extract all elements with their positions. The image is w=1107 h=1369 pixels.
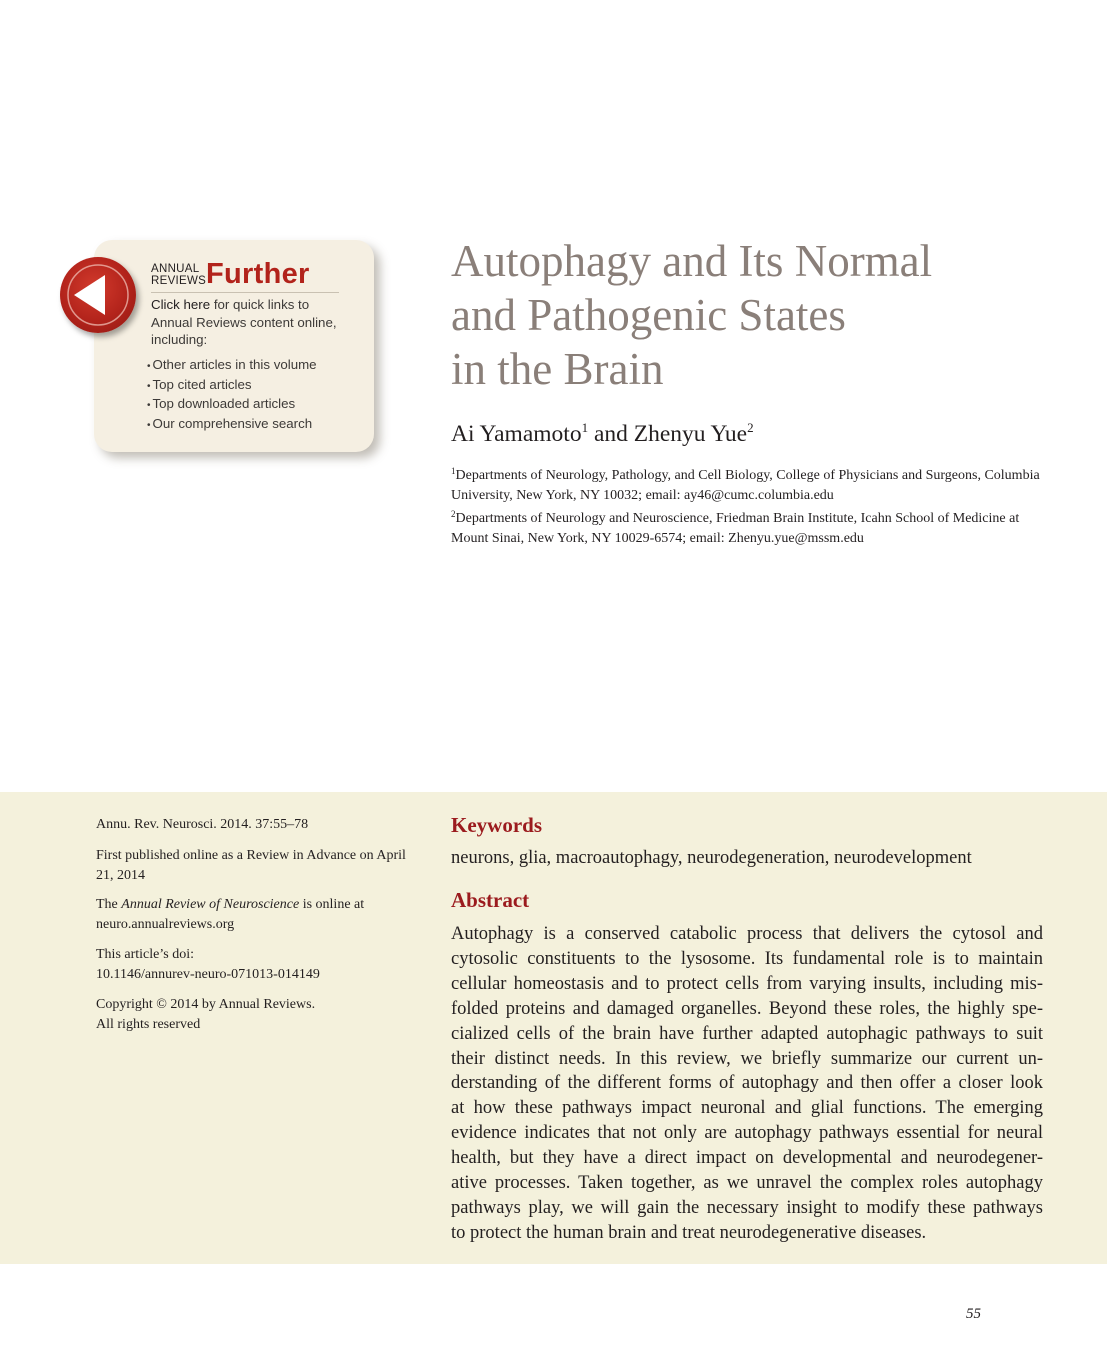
copyright-line: Copyright © 2014 by Annual Reviews. [96,997,316,1012]
author-sup: 1 [581,420,589,435]
intro-rest: for quick links to [210,297,310,312]
abstract-line: to protect the human brain and treat neurodegenerative diseases. [451,1222,927,1243]
title-line: in the Brain [451,344,664,394]
author-sup: 2 [747,420,754,435]
abstract-line: cellular homeostasis and to protect cells from varying insults, including mis- [451,973,1043,994]
abstract-line: cialized cells of the brain have further adapted autophagic pathways to suit [451,1023,1043,1044]
affiliation-text: Departments of Neurology and Neuroscience, Friedman Brain Institute, Icahn School of Medicine at Mount Sinai, New York, NY 10029-6574; email: Zhenyu.yue@mssm.edu [451,511,1020,546]
further-link-search[interactable]: • Our comprehensive search [147,415,317,435]
doi-block [96,945,416,984]
affiliation [451,509,1051,548]
title-line: Autophagy and Its Normal [451,236,933,286]
abstract-line: evidence indicates that not only are autophagy pathways essential for neural [451,1123,1043,1144]
left-arrow-icon[interactable] [60,257,136,333]
online-prefix: The [96,897,122,912]
journal-name: Annual Review of Neuroscience [121,897,300,912]
further-link-other-articles[interactable]: • Other articles in this volume [147,356,317,376]
abstract-line: their distinct needs. In this review, we briefly summarize our current un- [451,1048,1043,1069]
intro-line-2: Annual Reviews content online, [151,314,337,330]
abstract-line: at how these pathways impact neuronal and glial functions. The emerging [451,1098,1043,1119]
abstract-text [451,922,1043,1246]
brand-line-annual: ANNUAL [151,263,200,275]
intro-line-3: including: [151,332,208,347]
article-title [451,234,1051,396]
further-intro [151,296,356,349]
abstract-line: cytosolic constituents to the lysosome. Its fundamental role is to maintain [451,948,1043,969]
abstract-line: derstanding of the different forms of autophagy and then offer a closer look [451,1073,1043,1094]
doi-value[interactable]: 10.1146/annurev-neuro-071013-014149 [96,966,320,982]
brand-line-reviews: REVIEWS [151,275,207,287]
author-name: Ai Yamamoto [451,421,582,447]
abstract-line: pathways play, we will gain the necessary insight to modify these pathways [451,1197,1043,1218]
online-suffix[interactable]: is online at neuro.annualreviews.org [96,897,365,932]
copyright-line: All rights reserved [96,1016,201,1032]
affiliation-text: Departments of Neurology, Pathology, and Cell Biology, College of Physicians and Surgeons, Columbia University, New York, NY 10032; email: ay46@cumc.columbia.edu [451,468,1040,503]
abstract-line: Autophagy is a conserved catabolic process that delivers the cytosol and [451,924,1043,944]
abstract-heading: Abstract [451,888,530,912]
brand-divider [151,292,339,293]
doi-label: This article’s doi: [96,947,194,962]
author-name: Zhenyu Yue [633,421,748,447]
brand-further: Further [206,258,310,290]
publication-date: First published online as a Review in Advance on April 21, 2014 [96,848,406,883]
abstract-line: ative processes. Taken together, as we unravel the complex roles autophagy [451,1173,1043,1194]
further-link-top-cited[interactable]: • Top cited articles [147,376,317,396]
abstract-line: health, but they have a direct impact on developmental and neurodegener- [451,1148,1043,1169]
further-links-list [147,356,317,434]
keywords-heading: Keywords [451,813,542,837]
copyright [96,995,416,1034]
click-here-link[interactable]: Click here [151,297,211,312]
affiliation [451,466,1051,505]
abstract-line: folded proteins and damaged organelles. Beyond these roles, the highly spe- [451,998,1043,1019]
keywords-text: neurons, glia, macroautophagy, neurodegeneration, neurodevelopment [451,848,972,868]
page-number: 55 [966,1306,981,1322]
affiliation-sup: 2 [451,509,456,519]
author-join: and [588,421,634,447]
authors [451,421,754,448]
further-link-top-downloaded[interactable]: • Top downloaded articles [147,395,317,415]
affiliation-sup: 1 [451,466,456,476]
citation: Annu. Rev. Neurosci. 2014. 37:55–78 [96,817,309,832]
journal-online-note [96,895,416,934]
title-line: and Pathogenic States [451,290,846,340]
